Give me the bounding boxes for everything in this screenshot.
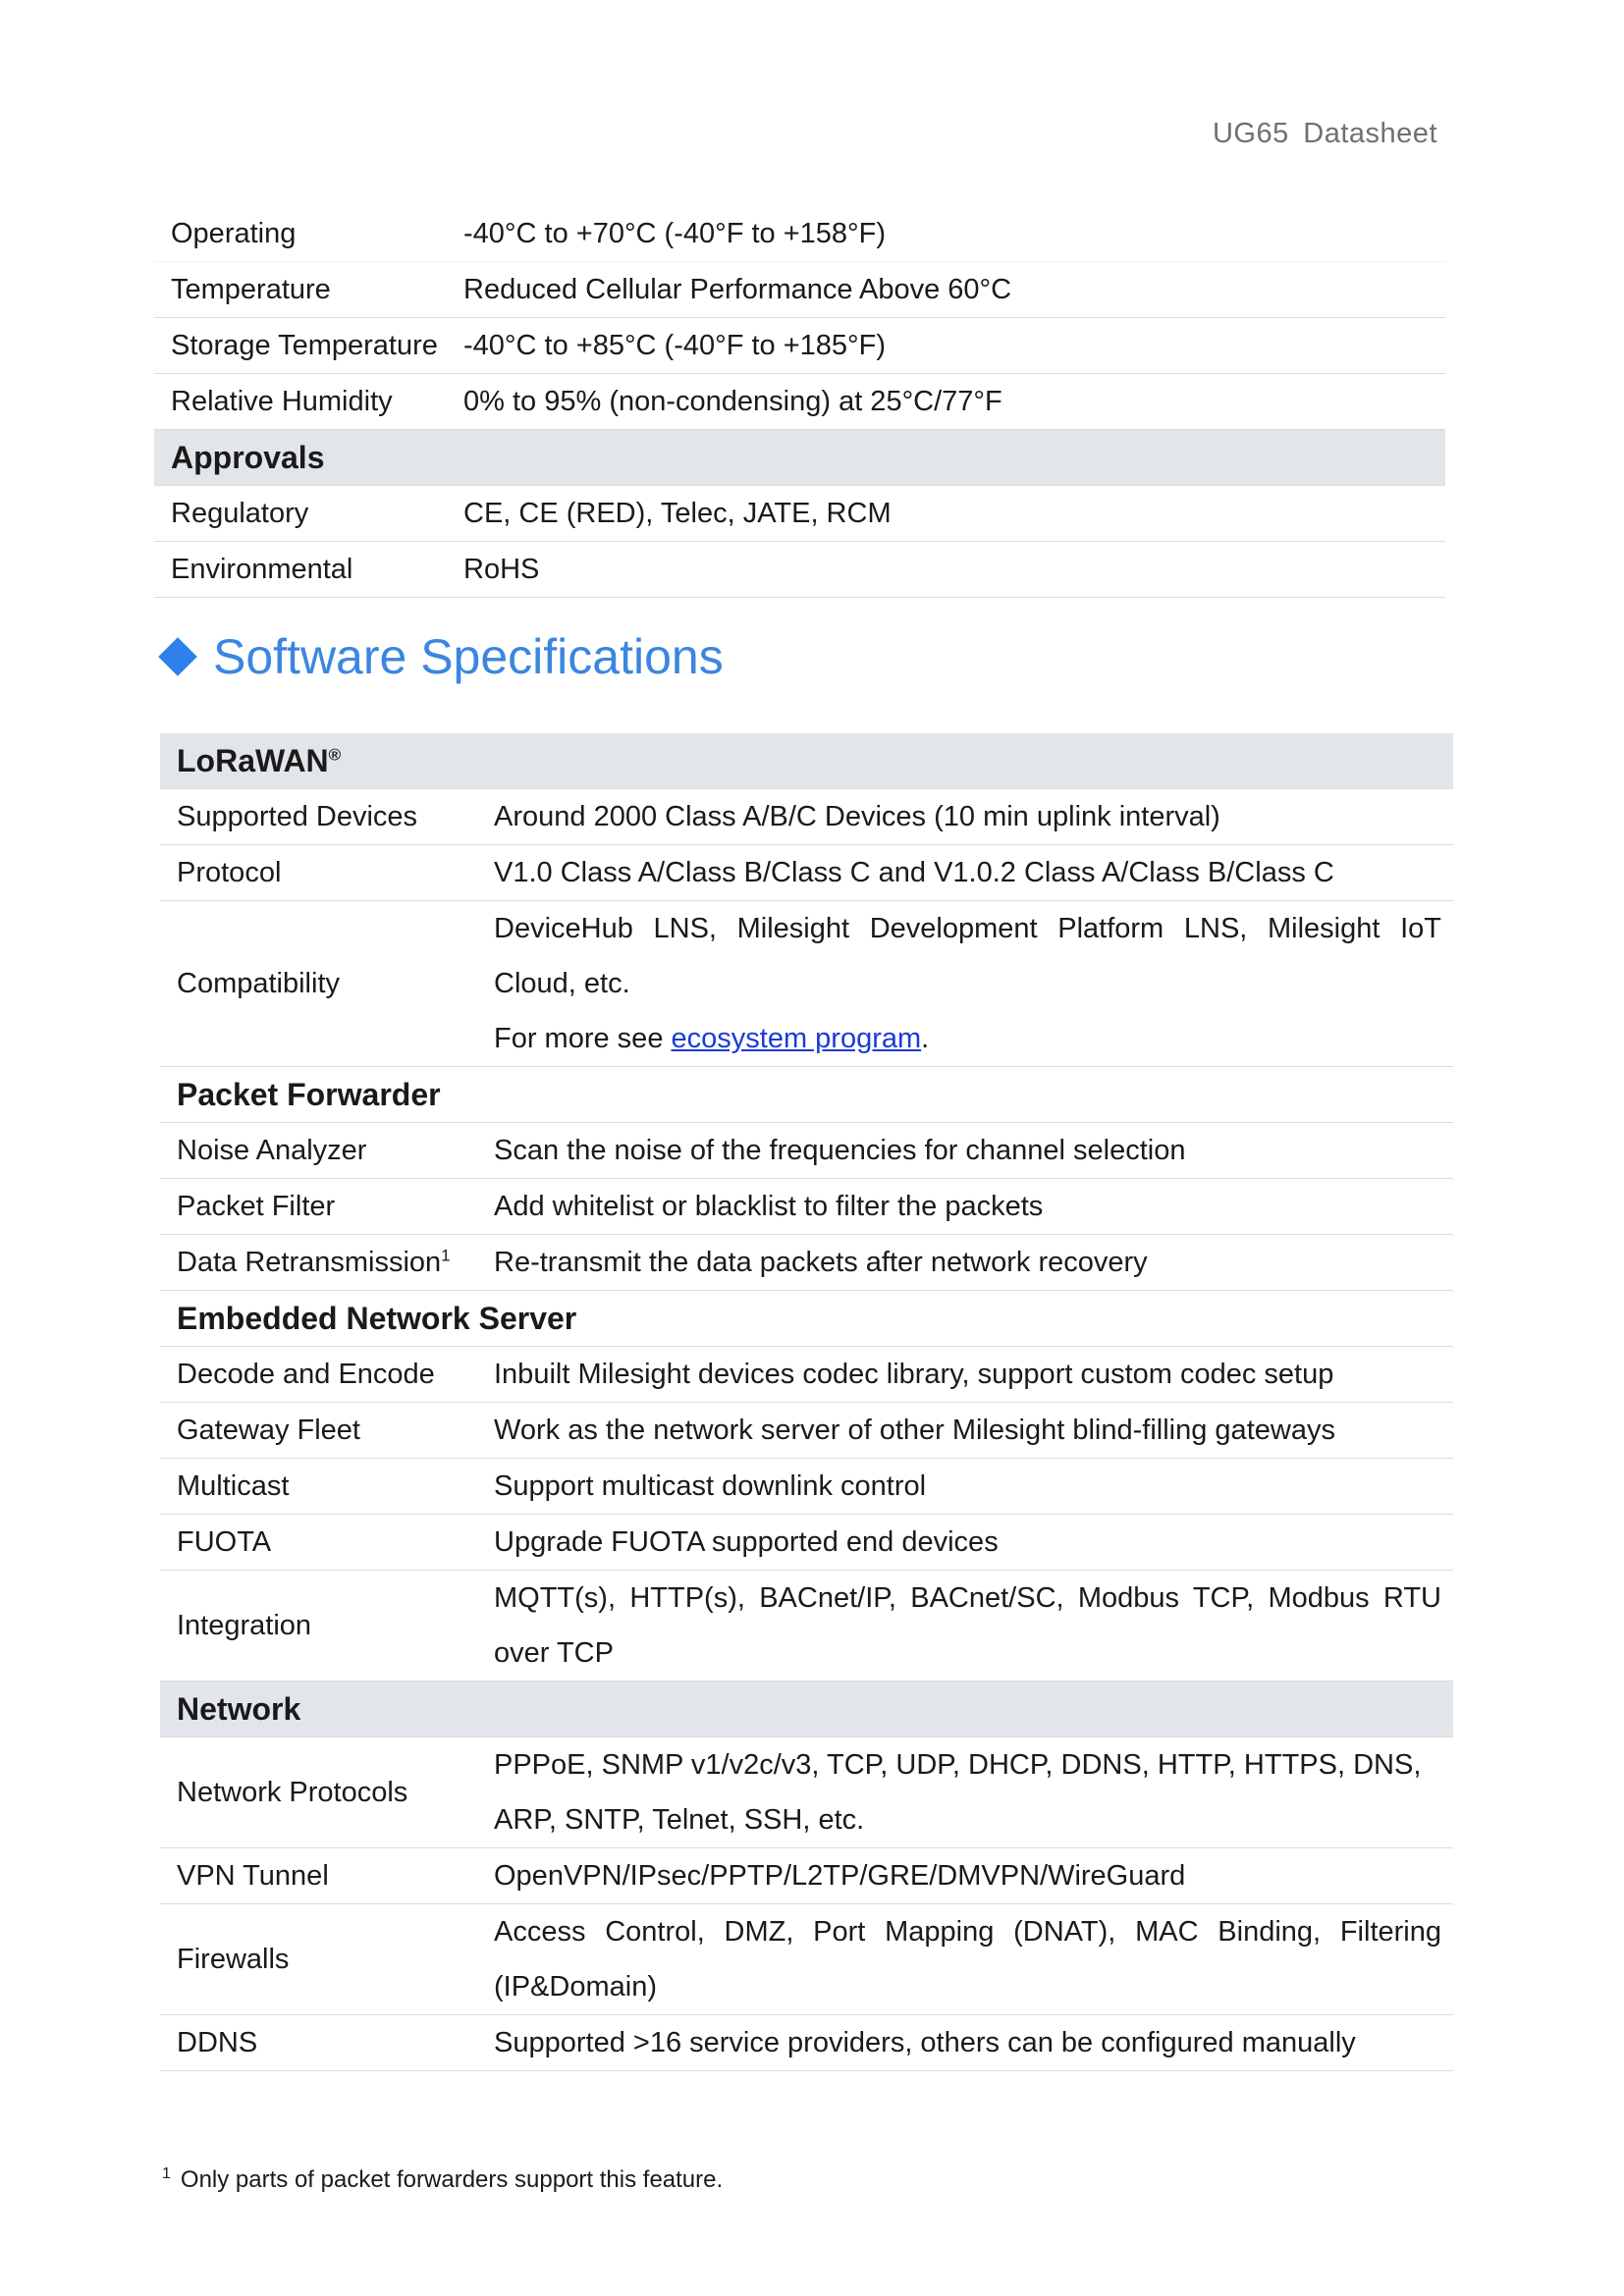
document-title: UG65 Datasheet — [1212, 118, 1437, 149]
row-value: Inbuilt Milesight devices codec library, support custom codec setup — [494, 1347, 1453, 1403]
footnote-mark: 1 — [441, 1245, 451, 1264]
section-header-lorawan — [160, 733, 1453, 789]
registered-mark: ® — [328, 744, 342, 764]
table-row — [154, 262, 1445, 318]
table-row — [154, 486, 1445, 542]
row-value: MQTT(s), HTTP(s), BACnet/IP, BACnet/SC, Modbus TCP, Modbus RTU over TCP — [494, 1571, 1453, 1682]
row-label: Gateway Fleet — [160, 1403, 494, 1459]
footnote-text: Only parts of packet forwarders support this feature. — [180, 2166, 724, 2193]
row-value: V1.0 Class A/Class B/Class C and V1.0.2 Class A/Class B/Class C — [494, 845, 1453, 901]
footnote — [162, 2165, 723, 2194]
compatibility-text: DeviceHub LNS, Milesight Development Platform LNS, Milesight IoT Cloud, etc. — [494, 913, 1441, 999]
row-value: RoHS — [463, 542, 1445, 598]
table-row — [160, 1737, 1453, 1848]
table-row — [160, 1403, 1453, 1459]
row-label: Regulatory — [154, 486, 463, 542]
section-heading-text: Software Specifications — [213, 629, 724, 684]
row-label-text: Data Retransmission — [177, 1246, 442, 1278]
row-label: Multicast — [160, 1459, 494, 1515]
table-row — [160, 1347, 1453, 1403]
table-row — [160, 1459, 1453, 1515]
row-value: Access Control, DMZ, Port Mapping (DNAT), MAC Binding, Filtering (IP&Domain) — [494, 1904, 1453, 2015]
table-row — [154, 374, 1445, 430]
row-label: Integration — [160, 1571, 494, 1682]
row-label: Protocol — [160, 845, 494, 901]
section-heading-software — [164, 628, 724, 685]
section-title: Embedded Network Server — [160, 1291, 1453, 1347]
row-label: Compatibility — [160, 901, 494, 1067]
row-label: Temperature — [154, 262, 463, 318]
row-label: Supported Devices — [160, 789, 494, 845]
section-title — [160, 733, 1453, 789]
software-specs-table — [160, 733, 1453, 2071]
row-value: Around 2000 Class A/B/C Devices (10 min uplink interval) — [494, 789, 1453, 845]
row-label: Packet Filter — [160, 1179, 494, 1235]
row-label: Storage Temperature — [154, 318, 463, 374]
row-label: VPN Tunnel — [160, 1848, 494, 1904]
row-value: CE, CE (RED), Telec, JATE, RCM — [463, 486, 1445, 542]
table-row — [160, 1571, 1453, 1682]
section-header-network — [160, 1682, 1453, 1737]
row-value: Support multicast downlink control — [494, 1459, 1453, 1515]
row-label — [160, 1235, 494, 1291]
table-row — [160, 1515, 1453, 1571]
row-label: Firewalls — [160, 1904, 494, 2015]
section-header-embedded-network-server — [160, 1291, 1453, 1347]
table-row — [160, 2015, 1453, 2071]
section-header-approvals — [154, 430, 1445, 486]
row-value: Work as the network server of other Milesight blind-filling gateways — [494, 1403, 1453, 1459]
row-label: Network Protocols — [160, 1737, 494, 1848]
row-value: 0% to 95% (non-condensing) at 25°C/77°F — [463, 374, 1445, 430]
section-title: Approvals — [154, 430, 1445, 486]
ecosystem-program-link[interactable]: ecosystem program — [671, 1023, 922, 1054]
section-title: Packet Forwarder — [160, 1067, 1453, 1123]
row-label: Environmental — [154, 542, 463, 598]
table-row — [160, 901, 1453, 1067]
table-row — [154, 206, 1445, 262]
section-title: Network — [160, 1682, 1453, 1737]
table-row — [160, 789, 1453, 845]
more-prefix: For more see — [494, 1023, 672, 1054]
row-value — [494, 901, 1453, 1067]
row-value: -40°C to +85°C (-40°F to +185°F) — [463, 318, 1445, 374]
table-row — [154, 542, 1445, 598]
more-suffix: . — [921, 1023, 930, 1054]
row-label: Relative Humidity — [154, 374, 463, 430]
row-value: Add whitelist or blacklist to filter the packets — [494, 1179, 1453, 1235]
row-value: -40°C to +70°C (-40°F to +158°F) — [463, 206, 1445, 262]
row-value: Re-transmit the data packets after network recovery — [494, 1235, 1453, 1291]
compatibility-more — [494, 1011, 1441, 1066]
row-label: Decode and Encode — [160, 1347, 494, 1403]
row-value: PPPoE, SNMP v1/v2c/v3, TCP, UDP, DHCP, DDNS, HTTP, HTTPS, DNS, ARP, SNTP, Telnet, SSH, etc. — [494, 1737, 1453, 1848]
environment-approvals-table — [154, 206, 1445, 598]
row-value: Upgrade FUOTA supported end devices — [494, 1515, 1453, 1571]
section-header-packet-forwarder — [160, 1067, 1453, 1123]
diamond-bullet-icon — [158, 637, 197, 676]
table-row — [160, 845, 1453, 901]
footnote-number: 1 — [162, 2165, 171, 2182]
table-row — [160, 1179, 1453, 1235]
row-value: Scan the noise of the frequencies for channel selection — [494, 1123, 1453, 1179]
row-value: Reduced Cellular Performance Above 60°C — [463, 262, 1445, 318]
row-label: Noise Analyzer — [160, 1123, 494, 1179]
row-label: DDNS — [160, 2015, 494, 2071]
table-row — [160, 1848, 1453, 1904]
row-label: Operating — [154, 206, 463, 262]
table-row — [160, 1235, 1453, 1291]
table-row — [154, 318, 1445, 374]
row-value: OpenVPN/IPsec/PPTP/L2TP/GRE/DMVPN/WireGuard — [494, 1848, 1453, 1904]
table-row — [160, 1904, 1453, 2015]
row-value: Supported >16 service providers, others can be configured manually — [494, 2015, 1453, 2071]
table-row — [160, 1123, 1453, 1179]
section-title-text: LoRaWAN — [177, 742, 329, 778]
row-label: FUOTA — [160, 1515, 494, 1571]
